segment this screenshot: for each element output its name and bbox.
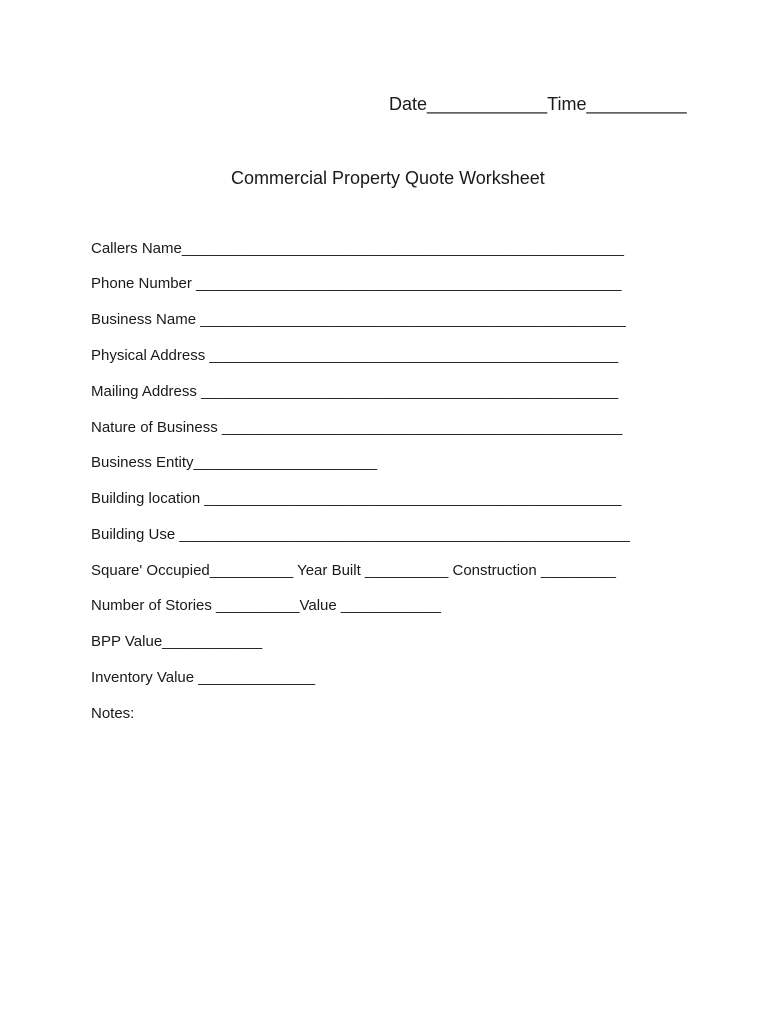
callers-name-field: Callers Name_____________________________________________________ bbox=[91, 240, 624, 257]
phone-number-field: Phone Number ___________________________________________________ bbox=[91, 275, 622, 292]
building-location-field: Building location __________________________________________________ bbox=[91, 490, 622, 507]
bpp-value-field: BPP Value____________ bbox=[91, 633, 263, 650]
page-title: Commercial Property Quote Worksheet bbox=[231, 168, 545, 188]
business-name-field: Business Name ___________________________________________________ bbox=[91, 311, 626, 328]
nature-of-business-field: Nature of Business ________________________________________________ bbox=[91, 419, 623, 436]
physical-address-field: Physical Address _________________________________________________ bbox=[91, 347, 619, 364]
square-year-construction-field: Square' Occupied__________ Year Built __________ Construction _________ bbox=[91, 562, 616, 579]
mailing-address-field: Mailing Address __________________________________________________ bbox=[91, 383, 619, 400]
notes-label: Notes: bbox=[91, 705, 135, 722]
stories-value-field: Number of Stories __________Value ____________ bbox=[91, 597, 441, 614]
business-entity-field: Business Entity______________________ bbox=[91, 454, 378, 471]
inventory-value-field: Inventory Value ______________ bbox=[91, 669, 316, 686]
date-time-line: Date____________Time__________ bbox=[389, 94, 687, 114]
building-use-field: Building Use ______________________________________________________ bbox=[91, 526, 630, 543]
